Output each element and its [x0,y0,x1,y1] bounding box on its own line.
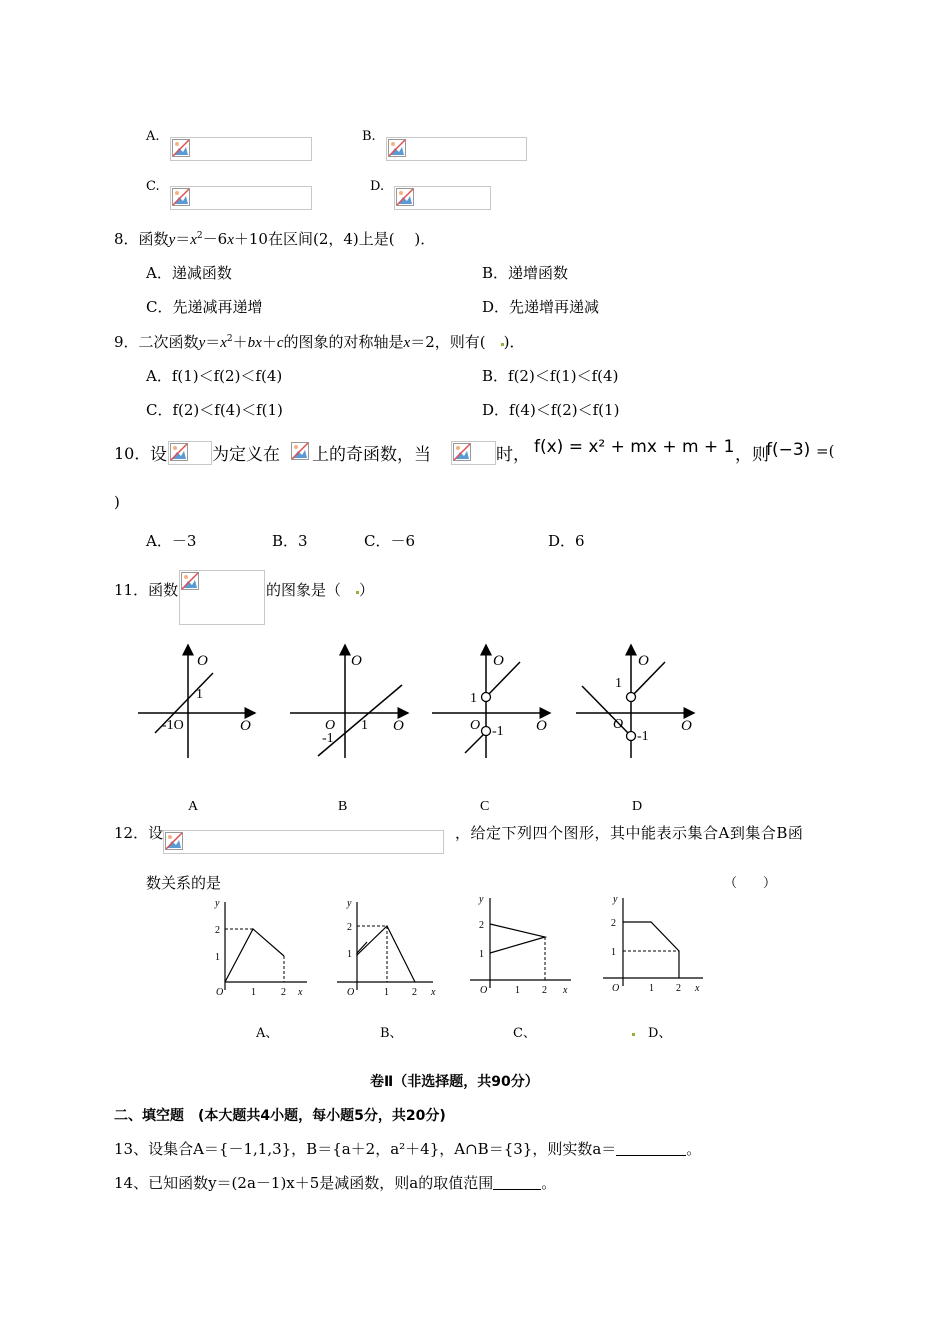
q11-close: ） [359,581,375,599]
q13 [114,1138,701,1159]
q7-option-d-label: D. [370,179,385,194]
q11-c-axis-label: O [493,653,504,669]
q12-b-x1: 1 [384,987,389,998]
q12-d-y: y [613,894,618,905]
q12-a-y2: 2 [215,925,220,936]
q12-d-y1: 1 [611,947,616,958]
q12-d-y2: 2 [611,918,616,929]
q7-option-a-label: A. [146,129,160,144]
q12-a-x: x [298,987,303,998]
q12-pre: 12．设 [114,824,164,842]
q11-graphs [130,640,710,820]
broken-image-icon [172,188,190,206]
q14-end: 。 [541,1174,557,1192]
q12-graph-b [337,898,436,998]
q11-c-tick-1: 1 [470,691,477,706]
q12-d-x1: 1 [649,983,654,994]
q9-mid: 的图象的对称轴是 [283,333,404,351]
q11-tail-text: 的图象是（ [266,581,342,599]
q7-option-d-image [394,186,491,210]
q9-option-d: D．f(4)＜f(2)＜f(1) [482,401,620,419]
q12-graph-a [214,898,307,998]
q11-d-axis-label: O [638,653,649,669]
q9-option-b: B．f(2)＜f(1)＜f(4) [482,367,619,385]
q14 [114,1172,556,1193]
q8-option-b: B．递增函数 [482,264,569,282]
q12-c-y2: 2 [479,920,484,931]
q12-label-a: A、 [256,1026,279,1041]
q10-then: ，则 [735,445,769,465]
q12-label-b: B、 [380,1026,403,1041]
q12-c-o: O [480,985,488,996]
q14-text: 14、已知函数y＝(2a－1)x＋5是减函数，则a的取值范围 [114,1174,494,1192]
q13-text: 13、设集合A＝{－1,1,3}，B＝{a＋2，a²＋4}，A∩B＝{3}，则实数a＝ [114,1140,617,1158]
q11-a-tick-origin: -1O [162,718,184,733]
q14-blank[interactable] [493,1175,541,1190]
q12-line2: 数关系的是 [146,874,222,892]
q11-graph-b [290,645,408,758]
q10-mid3: 时， [496,445,530,465]
q12-image-sets [163,830,444,854]
q12-c-x1: 1 [515,985,520,996]
q10-formula: f(x) = x² + mx + m + 1 [534,437,735,457]
q12-c-x2: 2 [542,985,547,996]
q11-label-c: C [480,799,490,814]
q7-option-b-label: B. [362,129,376,144]
q11-pre: 11．函数 [114,581,179,599]
q12-graph-c [470,894,571,996]
q12-a-x2: 2 [281,987,286,998]
q12-a-y: y [215,898,220,909]
q12-d-o: O [612,983,620,994]
q9-pre: 二次函数 [138,333,199,351]
q9-option-a: A．f(1)＜f(2)＜f(4) [146,367,283,385]
q10-mid2: 上的奇函数，当 [312,445,431,465]
broken-image-icon [388,139,406,157]
q11-c-tick-neg1: -1 [492,724,504,739]
q8-option-d: D．先递增再递减 [482,298,600,316]
q11-a-tick-1: 1 [196,687,203,702]
q12-b-y2: 2 [347,922,352,933]
q12-b-y1: 1 [347,949,352,960]
q9-end: )． [503,333,525,351]
q12-b-x2: 2 [412,987,417,998]
q10-option-a: A．－3 [146,532,197,550]
q10-pre: 设 [150,445,167,465]
q9-mid2: ，则有( [434,333,486,351]
broken-image-icon [181,572,199,590]
mark-dot [632,1033,635,1036]
section2-title: 卷Ⅱ（非选择题，共90分） [370,1074,539,1090]
q12-b-o: O [347,987,355,998]
q12-d-x2: 2 [676,983,681,994]
q10-option-b: B．3 [272,532,308,550]
q11-d-tick-neg1: -1 [637,729,649,744]
q11-a-x-label: O [240,718,251,734]
q11-b-tick-neg1: -1 [322,731,334,746]
q12-label-d-text: D、 [648,1026,672,1041]
q11-d-x-label: O [681,718,692,734]
q11-b-axis-label: O [351,653,362,669]
q11-b-origin: O [325,718,336,733]
q7-option-b-image [386,137,527,161]
q11-label-a: A [188,799,199,814]
q10-close: ) [114,493,120,511]
q11-b-tick-1: 1 [361,718,368,733]
q10-image-x [451,441,496,465]
q8-stem: 8．函数$y=x^2-6x+10$在区间(2，4)上是( )． [114,230,436,248]
q12-d-x: x [695,983,700,994]
q11-b-x-label: O [393,718,404,734]
q12-a-y1: 1 [215,952,220,963]
q8-option-a: A．递减函数 [146,264,232,282]
q12-graphs [195,890,715,1010]
q10-ask: f(−3) [766,440,811,460]
q12-label-c: C、 [513,1026,536,1041]
broken-image-icon [172,139,190,157]
q7-option-c-image [170,186,312,210]
broken-image-icon [165,832,183,850]
q12-graph-d [603,894,703,994]
q10-image-r [290,441,312,465]
q11-graph-c [432,645,550,758]
q9-option-c: C．f(2)＜f(4)＜f(1) [146,401,283,419]
q11-a-axis-label: O [197,653,208,669]
q9-stem: 9．二次函数$y=x^2+bx+c$的图象的对称轴是x＝2，则有( )． [114,333,525,351]
q8-option-c: C．先递减再递增 [146,298,263,316]
q11-label-b: B [338,799,348,814]
q10-number: 10． [114,444,151,463]
q11-graph-a [138,645,255,758]
q13-end: 。 [686,1140,702,1158]
q12-a-x1: 1 [251,987,256,998]
q10-image-f [168,441,212,465]
q12-label-d [632,1022,671,1041]
broken-image-icon [291,442,309,460]
q10-eq: =( [816,442,835,460]
q11-graph-d [576,645,694,758]
broken-image-icon [453,443,471,461]
q10-mid1: 为定义在 [212,445,280,465]
q11-c-x-label: O [536,718,547,734]
q8-tail: 在区间(2，4)上是( )． [267,230,436,248]
q10-option-c: C．－6 [364,532,416,550]
q10-option-d: D．6 [548,532,585,550]
broken-image-icon [396,188,414,206]
q8-pre: 函数 [138,230,169,248]
q12-c-x: x [563,985,568,996]
q11-image-function [179,570,265,625]
q12-tail: ，给定下列四个图形，其中能表示集合A到集合B函 [455,824,804,842]
q8-number: 8． [114,230,139,248]
q7-option-c-label: C. [146,179,160,194]
q12-b-y: y [347,898,352,909]
broken-image-icon [170,443,188,461]
q7-option-a-image [170,137,312,161]
q12-paren: （ ） [724,876,777,891]
q11-tail [266,579,374,600]
q12-a-o: O [216,987,224,998]
q13-blank[interactable] [616,1141,686,1156]
q11-d-tick-1: 1 [615,676,622,691]
q11-d-origin: O [613,717,624,732]
q12-c-y1: 1 [479,949,484,960]
q9-number: 9． [114,333,139,351]
q11-label-d: D [632,799,643,814]
q12-c-y: y [479,894,484,905]
section2-heading: 二、填空题 (本大题共4小题，每小题5分，共20分) [114,1108,446,1124]
q12-b-x: x [431,987,436,998]
q11-c-origin: O [470,718,481,733]
